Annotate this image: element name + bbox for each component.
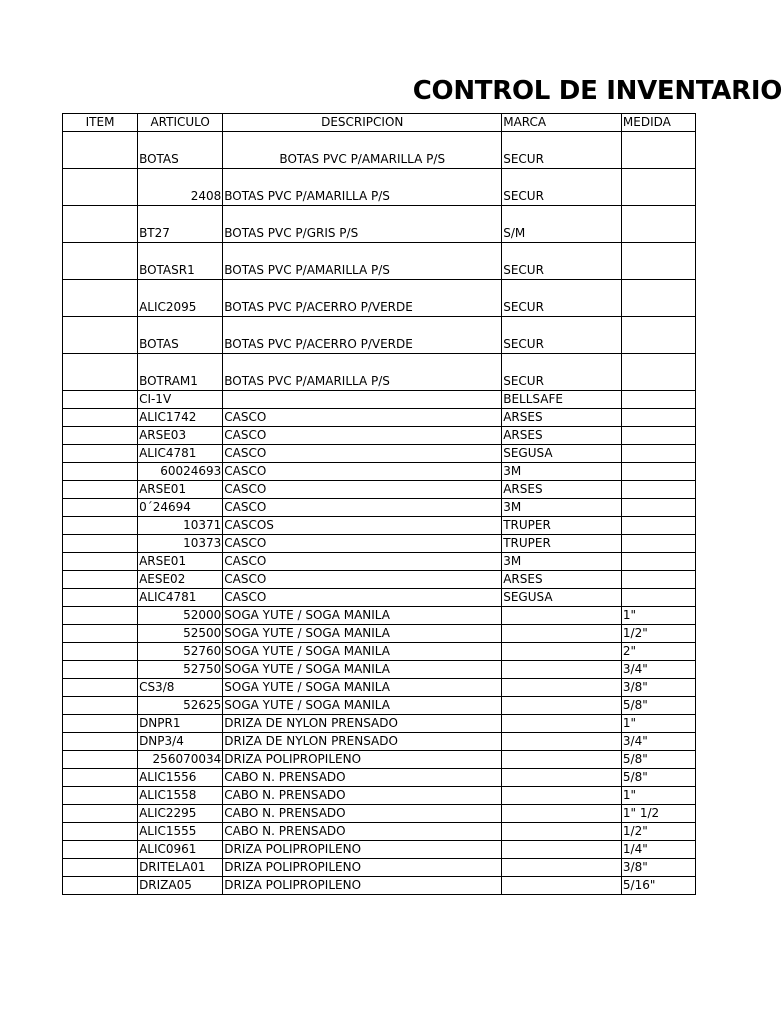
descripcion-cell: DRIZA POLIPROPILENO	[223, 841, 502, 859]
medida-cell	[621, 206, 695, 243]
marca-cell	[502, 697, 622, 715]
table-row	[63, 679, 696, 697]
marca-cell: ARSES	[502, 409, 622, 427]
table-row	[63, 553, 696, 571]
table-row	[63, 751, 696, 769]
descripcion-cell: CASCO	[223, 409, 502, 427]
descripcion-cell: DRIZA DE NYLON PRENSADO	[223, 715, 502, 733]
descripcion-cell: BOTAS PVC P/AMARILLA P/S	[223, 243, 502, 280]
medida-cell: 3/4"	[621, 661, 695, 679]
descripcion-cell: CASCO	[223, 499, 502, 517]
marca-cell	[502, 661, 622, 679]
descripcion-cell: DRIZA POLIPROPILENO	[223, 877, 502, 895]
marca-cell	[502, 751, 622, 769]
item-cell	[63, 243, 138, 280]
marca-cell: SECUR	[502, 354, 622, 391]
item-cell	[63, 877, 138, 895]
table-row	[63, 697, 696, 715]
table-row	[63, 589, 696, 607]
table-row	[63, 445, 696, 463]
item-cell	[63, 553, 138, 571]
descripcion-cell: BOTAS PVC P/AMARILLA P/S	[223, 354, 502, 391]
descripcion-cell: CASCO	[223, 481, 502, 499]
descripcion-cell: BOTAS PVC P/ACERRO P/VERDE	[223, 317, 502, 354]
inventory-body	[63, 132, 696, 895]
marca-cell	[502, 841, 622, 859]
medida-cell: 5/16"	[621, 877, 695, 895]
medida-cell	[621, 517, 695, 535]
table-row	[63, 463, 696, 481]
table-row	[63, 877, 696, 895]
marca-cell	[502, 823, 622, 841]
medida-cell	[621, 427, 695, 445]
item-cell	[63, 769, 138, 787]
articulo-cell: ALIC4781	[138, 589, 223, 607]
medida-cell	[621, 132, 695, 169]
item-cell	[63, 535, 138, 553]
descripcion-cell: CABO N. PRENSADO	[223, 787, 502, 805]
table-row	[63, 499, 696, 517]
marca-cell: 3M	[502, 499, 622, 517]
item-cell	[63, 391, 138, 409]
item-cell	[63, 280, 138, 317]
item-cell	[63, 805, 138, 823]
table-row	[63, 132, 696, 169]
articulo-cell: CS3/8	[138, 679, 223, 697]
item-cell	[63, 481, 138, 499]
articulo-cell: ARSE01	[138, 553, 223, 571]
marca-cell	[502, 805, 622, 823]
descripcion-cell: SOGA YUTE / SOGA MANILA	[223, 625, 502, 643]
descripcion-cell	[223, 391, 502, 409]
descripcion-cell: DRIZA DE NYLON PRENSADO	[223, 733, 502, 751]
table-row	[63, 715, 696, 733]
articulo-cell: BOTAS	[138, 317, 223, 354]
table-row	[63, 535, 696, 553]
item-cell	[63, 823, 138, 841]
table-row	[63, 206, 696, 243]
descripcion-cell: DRIZA POLIPROPILENO	[223, 751, 502, 769]
descripcion-cell: SOGA YUTE / SOGA MANILA	[223, 679, 502, 697]
table-row	[63, 769, 696, 787]
item-cell	[63, 715, 138, 733]
table-row	[63, 409, 696, 427]
marca-cell	[502, 643, 622, 661]
medida-cell	[621, 354, 695, 391]
table-row	[63, 823, 696, 841]
marca-cell	[502, 625, 622, 643]
articulo-cell: 52760	[138, 643, 223, 661]
medida-cell: 1"	[621, 607, 695, 625]
medida-cell: 5/8"	[621, 697, 695, 715]
descripcion-cell: SOGA YUTE / SOGA MANILA	[223, 643, 502, 661]
descripcion-cell: CASCO	[223, 445, 502, 463]
articulo-cell: BOTAS	[138, 132, 223, 169]
articulo-cell: ARSE03	[138, 427, 223, 445]
header-row	[63, 114, 696, 132]
medida-cell: 5/8"	[621, 769, 695, 787]
item-cell	[63, 169, 138, 206]
medida-cell: 1"	[621, 715, 695, 733]
articulo-cell: BOTRAM1	[138, 354, 223, 391]
marca-cell: TRUPER	[502, 517, 622, 535]
header-descripcion: DESCRIPCION	[223, 114, 502, 132]
medida-cell	[621, 169, 695, 206]
table-row	[63, 169, 696, 206]
table-row	[63, 391, 696, 409]
item-cell	[63, 661, 138, 679]
marca-cell: 3M	[502, 553, 622, 571]
articulo-cell: ALIC1555	[138, 823, 223, 841]
item-cell	[63, 427, 138, 445]
header-articulo: ARTICULO	[138, 114, 223, 132]
item-cell	[63, 751, 138, 769]
marca-cell: SEGUSA	[502, 589, 622, 607]
medida-cell	[621, 391, 695, 409]
descripcion-cell: BOTAS PVC P/AMARILLA P/S	[223, 169, 502, 206]
descripcion-cell: CASCO	[223, 589, 502, 607]
marca-cell: SECUR	[502, 169, 622, 206]
table-row	[63, 481, 696, 499]
articulo-cell: 52000	[138, 607, 223, 625]
item-cell	[63, 499, 138, 517]
table-row	[63, 607, 696, 625]
medida-cell	[621, 589, 695, 607]
item-cell	[63, 206, 138, 243]
medida-cell	[621, 317, 695, 354]
table-row	[63, 427, 696, 445]
medida-cell	[621, 445, 695, 463]
descripcion-cell: CABO N. PRENSADO	[223, 769, 502, 787]
item-cell	[63, 607, 138, 625]
medida-cell	[621, 409, 695, 427]
item-cell	[63, 132, 138, 169]
table-row	[63, 805, 696, 823]
item-cell	[63, 445, 138, 463]
articulo-cell: ALIC2295	[138, 805, 223, 823]
inventory-table	[62, 113, 696, 895]
item-cell	[63, 679, 138, 697]
item-cell	[63, 354, 138, 391]
medida-cell	[621, 535, 695, 553]
marca-cell: 3M	[502, 463, 622, 481]
item-cell	[63, 859, 138, 877]
item-cell	[63, 697, 138, 715]
descripcion-cell: BOTAS PVC P/ACERRO P/VERDE	[223, 280, 502, 317]
articulo-cell: CI-1V	[138, 391, 223, 409]
descripcion-cell: SOGA YUTE / SOGA MANILA	[223, 607, 502, 625]
title-container	[300, 76, 782, 116]
item-cell	[63, 733, 138, 751]
marca-cell: SECUR	[502, 132, 622, 169]
marca-cell	[502, 859, 622, 877]
marca-cell: S/M	[502, 206, 622, 243]
articulo-cell: ALIC1742	[138, 409, 223, 427]
marca-cell	[502, 607, 622, 625]
articulo-cell: 2408	[138, 169, 223, 206]
articulo-cell: 60024693	[138, 463, 223, 481]
medida-cell: 3/8"	[621, 679, 695, 697]
item-cell	[63, 589, 138, 607]
medida-cell	[621, 481, 695, 499]
medida-cell	[621, 280, 695, 317]
item-cell	[63, 787, 138, 805]
descripcion-cell: CASCO	[223, 535, 502, 553]
table-row	[63, 317, 696, 354]
articulo-cell: BT27	[138, 206, 223, 243]
marca-cell	[502, 787, 622, 805]
table-row	[63, 354, 696, 391]
medida-cell: 5/8"	[621, 751, 695, 769]
descripcion-cell: DRIZA POLIPROPILENO	[223, 859, 502, 877]
header-marca: MARCA	[502, 114, 622, 132]
medida-cell: 1" 1/2	[621, 805, 695, 823]
marca-cell	[502, 715, 622, 733]
marca-cell: SECUR	[502, 243, 622, 280]
articulo-cell: 52750	[138, 661, 223, 679]
medida-cell	[621, 499, 695, 517]
item-cell	[63, 517, 138, 535]
marca-cell: ARSES	[502, 427, 622, 445]
articulo-cell: 10371	[138, 517, 223, 535]
descripcion-cell: CASCO	[223, 571, 502, 589]
marca-cell	[502, 877, 622, 895]
item-cell	[63, 841, 138, 859]
item-cell	[63, 463, 138, 481]
table-row	[63, 625, 696, 643]
table-row	[63, 841, 696, 859]
medida-cell	[621, 243, 695, 280]
articulo-cell: ALIC2095	[138, 280, 223, 317]
table-row	[63, 517, 696, 535]
medida-cell: 1/2"	[621, 823, 695, 841]
articulo-cell: ALIC1558	[138, 787, 223, 805]
item-cell	[63, 643, 138, 661]
articulo-cell: DNPR1	[138, 715, 223, 733]
medida-cell	[621, 463, 695, 481]
medida-cell: 3/8"	[621, 859, 695, 877]
descripcion-cell: SOGA YUTE / SOGA MANILA	[223, 661, 502, 679]
articulo-cell: BOTASR1	[138, 243, 223, 280]
header-medida: MEDIDA	[621, 114, 695, 132]
descripcion-cell: CASCOS	[223, 517, 502, 535]
descripcion-cell: CASCO	[223, 553, 502, 571]
medida-cell: 2"	[621, 643, 695, 661]
marca-cell: SECUR	[502, 317, 622, 354]
marca-cell: SECUR	[502, 280, 622, 317]
articulo-cell: DRIZA05	[138, 877, 223, 895]
item-cell	[63, 625, 138, 643]
articulo-cell: ALIC1556	[138, 769, 223, 787]
marca-cell: ARSES	[502, 571, 622, 589]
item-cell	[63, 317, 138, 354]
descripcion-cell: CASCO	[223, 427, 502, 445]
articulo-cell: 256070034	[138, 751, 223, 769]
medida-cell: 1"	[621, 787, 695, 805]
page-title: CONTROL DE INVENTARIO	[412, 76, 782, 106]
articulo-cell: 52500	[138, 625, 223, 643]
descripcion-cell: BOTAS PVC P/AMARILLA P/S	[223, 132, 502, 169]
item-cell	[63, 571, 138, 589]
marca-cell	[502, 733, 622, 751]
table-row	[63, 733, 696, 751]
item-cell	[63, 409, 138, 427]
table-row	[63, 643, 696, 661]
medida-cell: 1/4"	[621, 841, 695, 859]
articulo-cell: AESE02	[138, 571, 223, 589]
marca-cell: SEGUSA	[502, 445, 622, 463]
articulo-cell: 0´24694	[138, 499, 223, 517]
articulo-cell: DRITELA01	[138, 859, 223, 877]
table-row	[63, 571, 696, 589]
descripcion-cell: BOTAS PVC P/GRIS P/S	[223, 206, 502, 243]
marca-cell: ARSES	[502, 481, 622, 499]
articulo-cell: DNP3/4	[138, 733, 223, 751]
articulo-cell: 52625	[138, 697, 223, 715]
descripcion-cell: CABO N. PRENSADO	[223, 823, 502, 841]
descripcion-cell: CABO N. PRENSADO	[223, 805, 502, 823]
table-row	[63, 243, 696, 280]
articulo-cell: ARSE01	[138, 481, 223, 499]
medida-cell	[621, 571, 695, 589]
marca-cell: BELLSAFE	[502, 391, 622, 409]
descripcion-cell: SOGA YUTE / SOGA MANILA	[223, 697, 502, 715]
descripcion-cell: CASCO	[223, 463, 502, 481]
marca-cell	[502, 679, 622, 697]
medida-cell: 3/4"	[621, 733, 695, 751]
table-row	[63, 661, 696, 679]
marca-cell: TRUPER	[502, 535, 622, 553]
header-item: ITEM	[63, 114, 138, 132]
articulo-cell: ALIC4781	[138, 445, 223, 463]
marca-cell	[502, 769, 622, 787]
table-row	[63, 859, 696, 877]
medida-cell	[621, 553, 695, 571]
medida-cell: 1/2"	[621, 625, 695, 643]
articulo-cell: 10373	[138, 535, 223, 553]
table-row	[63, 787, 696, 805]
articulo-cell: ALIC0961	[138, 841, 223, 859]
table-row	[63, 280, 696, 317]
